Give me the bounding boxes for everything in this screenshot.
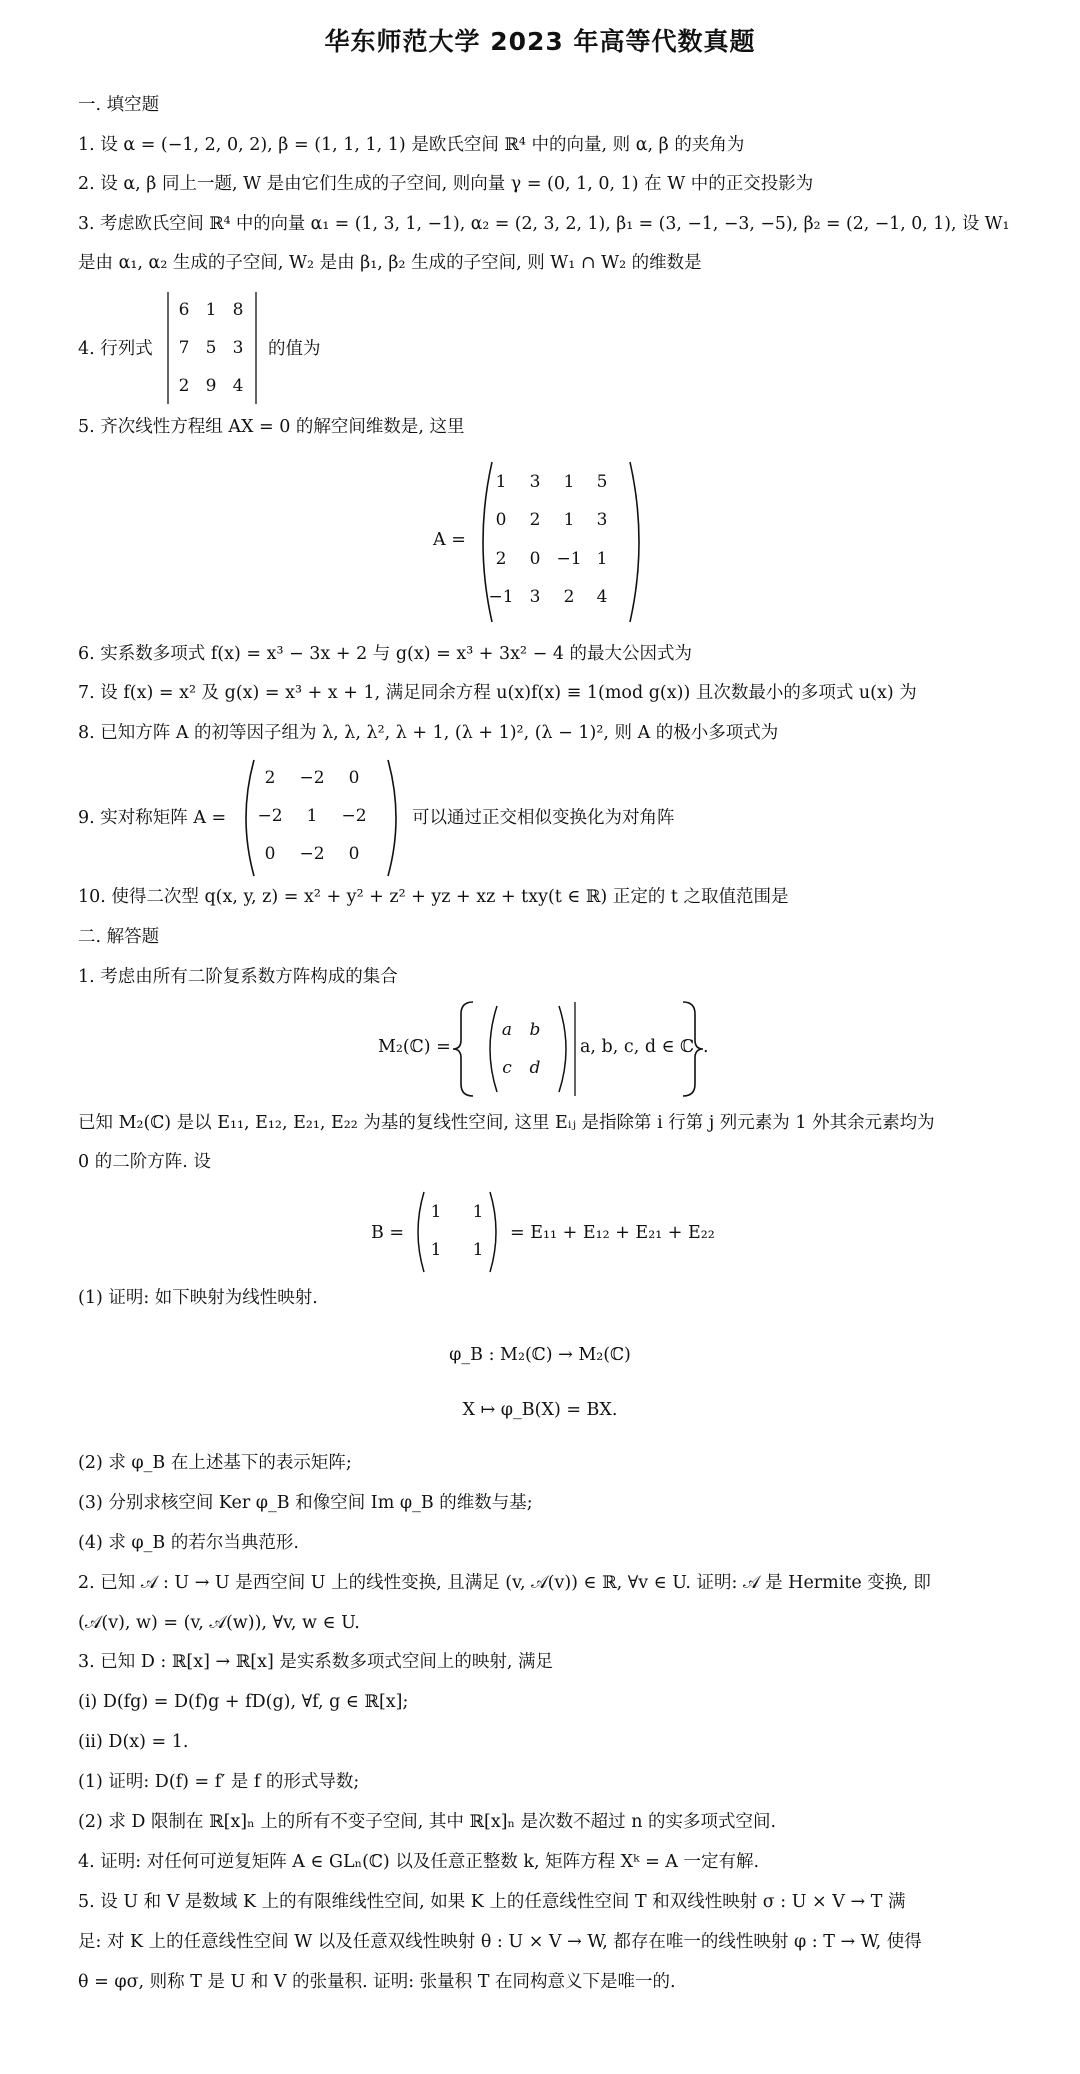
question-4-suffix: 的值为	[268, 339, 321, 359]
matrix-b-label: B =	[371, 1223, 405, 1243]
question-9-suffix: 可以通过正交相似变换化为对角阵	[412, 808, 675, 828]
page-title: 华东师范大学 2023 年高等代数真题	[324, 27, 756, 56]
problem-2-line-1: 2. 已知 𝒜 : U → U 是西空间 U 上的线性变换, 且满足 (v, 𝒜(v)) ∈ ℝ, ∀v ∈ U. 证明: 𝒜 是 Hermite 变换, 即	[78, 1573, 931, 1593]
matrix-a-cell: 2	[529, 510, 541, 530]
problem-5-line-2: 足: 对 K 上的任意线性空间 W 以及任意双线性映射 θ : U × V → W, 都存在唯一的线性映射 φ : T → W, 使得	[78, 1932, 922, 1952]
question-5-matrix-label: A =	[433, 530, 466, 550]
set-label: M₂(ℂ) =	[378, 1037, 451, 1057]
matrix-a-cell: 2	[495, 549, 507, 569]
matrix-9-cell: 0	[348, 844, 360, 864]
matrix-9-cell: 0	[264, 844, 276, 864]
set-matrix-cell: d	[529, 1058, 541, 1078]
matrix-a-cell: 3	[529, 587, 541, 607]
matrix-b	[412, 1190, 502, 1274]
set-braces	[457, 1000, 587, 1098]
question-2: 2. 设 α, β 同上一题, W 是由它们生成的子空间, 则向量 γ = (0, 1, 0, 1) 在 W 中的正交投影为	[78, 174, 814, 194]
det-cell: 3	[232, 338, 244, 358]
question-7: 7. 设 f(x) = x² 及 g(x) = x³ + x + 1, 满足同余方程 u(x)f(x) ≡ 1(mod g(x)) 且次数最小的多项式 u(x) 为	[78, 683, 917, 703]
section-answer-heading: 二. 解答题	[78, 927, 160, 947]
problem-1-text-line-2: 0 的二阶方阵. 设	[78, 1152, 211, 1172]
matrix-b-cell: 1	[430, 1202, 442, 1222]
matrix-9-cell: 1	[306, 806, 318, 826]
matrix-a-cell: 3	[529, 472, 541, 492]
matrix-a-cell: 5	[596, 472, 608, 492]
problem-5-line-3: θ = φσ, 则称 T 是 U 和 V 的张量积. 证明: 张量积 T 在同构意义下是唯一的.	[78, 1972, 676, 1992]
matrix-a-cell: −1	[556, 549, 582, 569]
problem-5-line-1: 5. 设 U 和 V 是数域 K 上的有限维线性空间, 如果 K 上的任意线性空间 T 和双线性映射 σ : U × V → T 满	[78, 1892, 906, 1912]
question-8: 8. 已知方阵 A 的初等因子组为 λ, λ, λ², λ + 1, (λ + 1)², (λ − 1)², 则 A 的极小多项式为	[78, 723, 779, 743]
det-cell: 9	[205, 376, 217, 396]
question-3-line-2: 是由 α₁, α₂ 生成的子空间, W₂ 是由 β₁, β₂ 生成的子空间, 则 W₁ ∩ W₂ 的维数是	[78, 253, 702, 273]
matrix-a-cell: 1	[596, 549, 608, 569]
problem-2-line-2: (𝒜(v), w) = (v, 𝒜(w)), ∀v, w ∈ U.	[78, 1613, 360, 1633]
question-1: 1. 设 α = (−1, 2, 0, 2), β = (1, 1, 1, 1) 是欧氏空间 ℝ⁴ 中的向量, 则 α, β 的夹角为	[78, 135, 745, 155]
matrix-9-cell: −2	[299, 844, 325, 864]
question-9-prefix: 9. 实对称矩阵 A =	[78, 808, 227, 828]
det-cell: 4	[232, 376, 244, 396]
det-cell: 8	[232, 300, 244, 320]
set-matrix-cell: b	[529, 1020, 541, 1040]
problem-4: 4. 证明: 对任何可逆复矩阵 A ∈ GLₙ(ℂ) 以及任意正整数 k, 矩阵方程 Xᵏ = A 一定有解.	[78, 1852, 760, 1872]
determinant-matrix	[166, 292, 258, 404]
question-6: 6. 实系数多项式 f(x) = x³ − 3x + 2 与 g(x) = x³ + 3x² − 4 的最大公因式为	[78, 644, 693, 664]
matrix-9-cell: 2	[264, 768, 276, 788]
det-cell: 7	[178, 338, 190, 358]
question-10: 10. 使得二次型 q(x, y, z) = x² + y² + z² + yz + xz + txy(t ∈ ℝ) 正定的 t 之取值范围是	[78, 887, 789, 907]
matrix-b-cell: 1	[430, 1240, 442, 1260]
problem-3-condition-i: (i) D(fg) = D(f)g + fD(g), ∀f, g ∈ ℝ[x];	[78, 1692, 409, 1712]
matrix-9-cell: −2	[257, 806, 283, 826]
coefficient-matrix	[478, 460, 644, 624]
set-condition: a, b, c, d ∈ ℂ	[580, 1037, 695, 1057]
matrix-a-cell: 0	[495, 510, 507, 530]
section-fill-in-heading: 一. 填空题	[78, 95, 160, 115]
set-period: .	[703, 1037, 709, 1057]
problem-1-text-line-1: 已知 M₂(ℂ) 是以 E₁₁, E₁₂, E₂₁, E₂₂ 为基的复线性空间, 这里 Eᵢⱼ 是指除第 i 行第 j 列元素为 1 外其余元素均为	[78, 1113, 935, 1133]
matrix-a-cell: 1	[495, 472, 507, 492]
problem-1-part-3: (3) 分别求核空间 Ker φ_B 和像空间 Im φ_B 的维数与基;	[78, 1493, 533, 1513]
map-definition: φ_B : M₂(ℂ) → M₂(ℂ)	[449, 1345, 631, 1365]
symmetric-matrix	[242, 758, 402, 878]
matrix-a-cell: 0	[529, 549, 541, 569]
matrix-b-cell: 1	[472, 1240, 484, 1260]
det-cell: 2	[178, 376, 190, 396]
problem-1-part-4: (4) 求 φ_B 的若尔当典范形.	[78, 1533, 299, 1553]
set-matrix-cell: c	[502, 1058, 512, 1078]
matrix-b-cell: 1	[472, 1202, 484, 1222]
matrix-a-cell: 3	[596, 510, 608, 530]
question-5: 5. 齐次线性方程组 AX = 0 的解空间维数是, 这里	[78, 417, 465, 437]
problem-3: 3. 已知 D : ℝ[x] → ℝ[x] 是实系数多项式空间上的映射, 满足	[78, 1652, 553, 1672]
matrix-a-cell: −1	[488, 587, 514, 607]
problem-1-intro: 1. 考虑由所有二阶复系数方阵构成的集合	[78, 967, 398, 987]
problem-3-condition-ii: (ii) D(x) = 1.	[78, 1732, 189, 1752]
matrix-a-cell: 1	[563, 510, 575, 530]
problem-3-part-1: (1) 证明: D(f) = f′ 是 f 的形式导数;	[78, 1772, 360, 1792]
matrix-9-cell: −2	[341, 806, 367, 826]
matrix-a-cell: 1	[563, 472, 575, 492]
question-3-line-1: 3. 考虑欧氏空间 ℝ⁴ 中的向量 α₁ = (1, 3, 1, −1), α₂ = (2, 3, 2, 1), β₁ = (3, −1, −3, −5), β₂ = (2, −1, 0, 1), 设 W₁	[78, 214, 1010, 234]
set-matrix-cell: a	[501, 1020, 513, 1040]
det-cell: 1	[205, 300, 217, 320]
det-cell: 6	[178, 300, 190, 320]
matrix-b-rhs: = E₁₁ + E₁₂ + E₂₁ + E₂₂	[510, 1223, 715, 1243]
matrix-9-cell: 0	[348, 768, 360, 788]
det-cell: 5	[205, 338, 217, 358]
question-4-prefix: 4. 行列式	[78, 339, 153, 359]
problem-3-part-2: (2) 求 D 限制在 ℝ[x]ₙ 上的所有不变子空间, 其中 ℝ[x]ₙ 是次数不超过 n 的实多项式空间.	[78, 1812, 777, 1832]
problem-1-part-1: (1) 证明: 如下映射为线性映射.	[78, 1288, 318, 1308]
matrix-a-cell: 2	[563, 587, 575, 607]
map-rule: X ↦ φ_B(X) = BX.	[462, 1400, 618, 1420]
matrix-a-cell: 4	[596, 587, 608, 607]
problem-1-part-2: (2) 求 φ_B 在上述基下的表示矩阵;	[78, 1453, 352, 1473]
matrix-9-cell: −2	[299, 768, 325, 788]
